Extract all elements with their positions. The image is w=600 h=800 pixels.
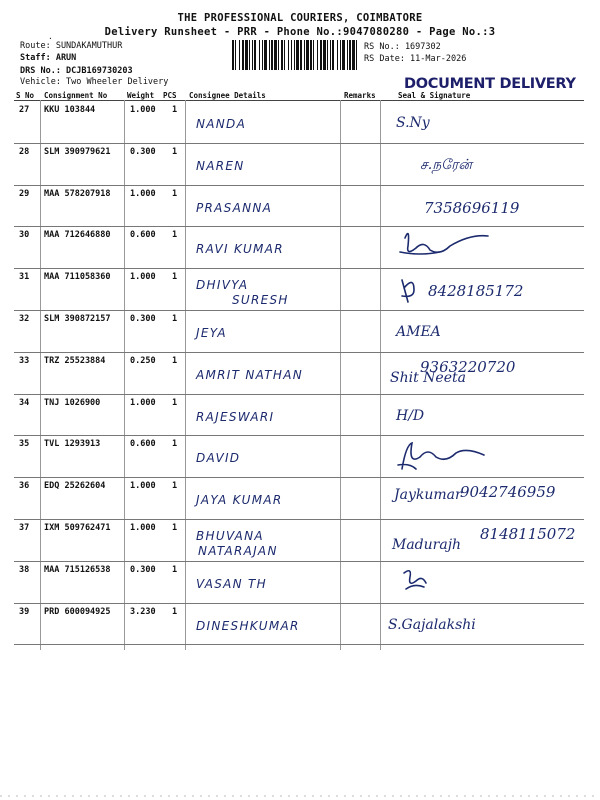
document-delivery-stamp: DOCUMENT DELIVERY [404, 76, 576, 92]
row-consignment-no: SLM 390979621 [44, 146, 111, 157]
barcode-bar [281, 40, 283, 70]
row-serial-no: 28 [19, 146, 30, 157]
row-consignment-no: PRD 600094925 [44, 606, 111, 617]
vehicle-label: Vehicle: Two Wheeler Delivery [20, 77, 169, 87]
row-weight: 1.000 [130, 188, 156, 199]
row-consignment-no: TNJ 1026900 [44, 397, 101, 408]
row-signature: 8148115072 [480, 525, 576, 543]
barcode-bar [337, 40, 338, 70]
row-serial-no: 32 [19, 314, 30, 324]
col-header-signature: Seal & Signature [398, 91, 471, 100]
row-serial-no: 37 [19, 523, 30, 533]
header-rule [14, 100, 584, 101]
row-pcs: 1 [172, 146, 178, 157]
row-serial-no: 38 [19, 564, 30, 575]
row-weight: 0.300 [130, 146, 156, 157]
row-signature: S.Ny [396, 115, 430, 131]
barcode-bar [254, 40, 256, 70]
row-signature: 7358696119 [424, 198, 520, 217]
barcode-bar [239, 40, 240, 70]
row-consignee-name: VASAN TH [196, 576, 267, 591]
row-divider [14, 310, 584, 311]
row-pcs: 1 [172, 439, 178, 450]
row-consignment-no: MAA 712646880 [44, 230, 111, 241]
row-weight: 1.000 [130, 105, 156, 115]
row-consignee-name: DAVID [196, 451, 241, 466]
barcode-bar [252, 40, 253, 70]
barcode-bar [259, 40, 260, 70]
signature-scribble [380, 268, 580, 310]
row-weight: 1.000 [130, 523, 156, 533]
row-signature: S.Gajalakshi [388, 616, 476, 633]
row-consignment-no: MAA 578207918 [44, 188, 111, 199]
row-pcs: 1 [172, 481, 178, 492]
barcode-bar [242, 40, 244, 70]
barcode-bar [327, 40, 328, 70]
company-title: THE PROFESSIONAL COURIERS, COIMBATORE [177, 12, 423, 24]
barcode-bar [352, 40, 355, 70]
row-divider [14, 477, 584, 478]
row-divider [14, 603, 584, 604]
col-header-consignment: Consignment No [44, 91, 108, 100]
runsheet-subtitle: Delivery Runsheet - PRR - Phone No.:9047080280 - Page No.:3 [104, 26, 496, 38]
barcode-bar [264, 40, 267, 70]
row-signature: 9042746959 [460, 483, 556, 502]
row-pcs: 1 [172, 397, 178, 408]
row-pcs: 1 [172, 564, 178, 575]
barcode-bar [320, 40, 322, 70]
row-consignee-name: RAJESWARI [196, 409, 275, 424]
col-header-pcs: PCS [163, 91, 177, 100]
row-signature-line2: Madurajh [392, 537, 462, 553]
row-pcs: 1 [172, 523, 178, 533]
row-divider [14, 519, 584, 520]
row-pcs: 1 [172, 105, 178, 115]
row-consignment-no: EDQ 25262604 [44, 481, 106, 492]
barcode-bar [284, 40, 285, 70]
row-weight: 0.250 [130, 355, 156, 366]
row-consignee-name: BHUVANA [196, 529, 264, 543]
signature-scribble [380, 435, 580, 477]
row-consignment-no: TRZ 25523884 [44, 355, 106, 366]
barcode-bar [245, 40, 248, 70]
row-consignee-name: JEYA [196, 326, 227, 340]
barcode-bar [296, 40, 299, 70]
row-signature: 8428185172 [428, 282, 524, 301]
row-divider [14, 352, 584, 353]
barcode-bar [332, 40, 334, 70]
row-weight: 1.000 [130, 397, 156, 408]
barcode-bar [317, 40, 318, 70]
row-consignee-name: RAVI KUMAR [196, 242, 284, 257]
row-consignment-no: MAA 711058360 [44, 272, 111, 283]
row-serial-no: 34 [19, 397, 30, 408]
row-divider [14, 143, 584, 144]
row-consignee-name: JAYA KUMAR [196, 493, 283, 508]
barcode-bar [291, 40, 292, 70]
barcode-bar [356, 40, 357, 70]
row-divider [14, 185, 584, 186]
col-header-weight: Weight [127, 91, 155, 100]
col-rule [124, 100, 125, 650]
col-rule [340, 100, 341, 650]
barcode-bar [232, 40, 234, 70]
row-consignment-no: IXM 509762471 [44, 523, 111, 533]
barcode-bar [235, 40, 236, 70]
row-pcs: 1 [172, 314, 178, 324]
row-serial-no: 29 [19, 188, 30, 199]
row-consignee-name-line2: SURESH [232, 293, 289, 308]
row-divider [14, 644, 584, 645]
row-signature: 9363220720 [420, 357, 516, 376]
drs-label: DRS No.: DCJB169730203 [20, 66, 133, 76]
col-header-consignee: Consignee Details [189, 91, 266, 100]
barcode-bar [262, 40, 263, 70]
barcode-bar [269, 40, 270, 70]
barcode-bar [288, 40, 289, 70]
barcode-bar [349, 40, 351, 70]
row-divider [14, 394, 584, 395]
row-weight: 1.000 [130, 272, 156, 283]
signature-scribble [380, 226, 580, 268]
row-pcs: 1 [172, 230, 178, 241]
rs-date-label: RS Date: 11-Mar-2026 [364, 54, 467, 64]
row-signature: ச.நரேன் [420, 156, 472, 173]
row-consignment-no: MAA 715126538 [44, 564, 111, 575]
row-weight: 0.300 [130, 314, 156, 324]
row-signature-line2: Shit Neeta [390, 369, 466, 386]
row-consignee-name-line2: NATARAJAN [198, 544, 278, 558]
rs-no-label: RS No.: 1697302 [364, 42, 441, 52]
row-pcs: 1 [172, 606, 178, 617]
barcode-bar [249, 40, 250, 70]
row-serial-no: 35 [19, 439, 30, 450]
row-consignment-no: SLM 390872157 [44, 314, 111, 324]
barcode-bar [342, 40, 345, 70]
route-label: Route: SUNDAKAMUTHUR [20, 41, 123, 51]
footer-dotted-line [0, 794, 600, 798]
row-consignee-name: DINESHKUMAR [196, 618, 300, 633]
row-weight: 0.600 [130, 439, 156, 450]
row-signature: H/D [396, 407, 425, 424]
col-header-remarks: Remarks [344, 91, 376, 100]
row-consignee-name: NAREN [196, 158, 245, 173]
barcode-image [232, 40, 358, 70]
barcode-bar [304, 40, 305, 70]
barcode-bar [310, 40, 312, 70]
row-consignment-no: KKU 103844 [44, 105, 96, 115]
row-weight: 0.600 [130, 230, 156, 241]
row-pcs: 1 [172, 355, 178, 366]
barcode-bar [294, 40, 295, 70]
row-serial-no: 33 [19, 355, 30, 366]
row-serial-no: 31 [19, 272, 30, 283]
barcode-bar [278, 40, 279, 70]
barcode-bar [330, 40, 331, 70]
col-rule [40, 100, 41, 650]
dot-mark: · [48, 34, 53, 43]
row-consignee-name: DHIVYA [196, 278, 249, 293]
barcode-bar [323, 40, 326, 70]
row-pcs: 1 [172, 188, 178, 199]
row-serial-no: 36 [19, 481, 30, 492]
row-serial-no: 39 [19, 606, 30, 617]
row-consignee-name: PRASANNA [196, 200, 273, 215]
barcode-bar [347, 40, 348, 70]
barcode-bar [340, 40, 341, 70]
row-signature-line2: Jaykumar [394, 487, 462, 504]
barcode-bar [300, 40, 302, 70]
row-signature: AMEA [396, 324, 441, 340]
row-consignment-no: TVL 1293913 [44, 439, 101, 450]
col-rule [185, 100, 186, 650]
row-consignee-name: NANDA [196, 117, 247, 131]
barcode-bar [271, 40, 273, 70]
row-weight: 1.000 [130, 481, 156, 492]
row-consignee-name: AMRIT NATHAN [196, 367, 304, 382]
row-serial-no: 30 [19, 230, 30, 241]
row-serial-no: 27 [19, 105, 30, 115]
barcode-bar [306, 40, 309, 70]
col-header-sno: S No [16, 91, 35, 100]
signature-scribble [380, 561, 580, 603]
barcode-bar [274, 40, 277, 70]
row-weight: 3.230 [130, 606, 156, 617]
barcode-bar [313, 40, 314, 70]
staff-label: Staff: ARUN [20, 53, 77, 63]
row-pcs: 1 [172, 272, 178, 283]
row-weight: 0.300 [130, 564, 156, 575]
